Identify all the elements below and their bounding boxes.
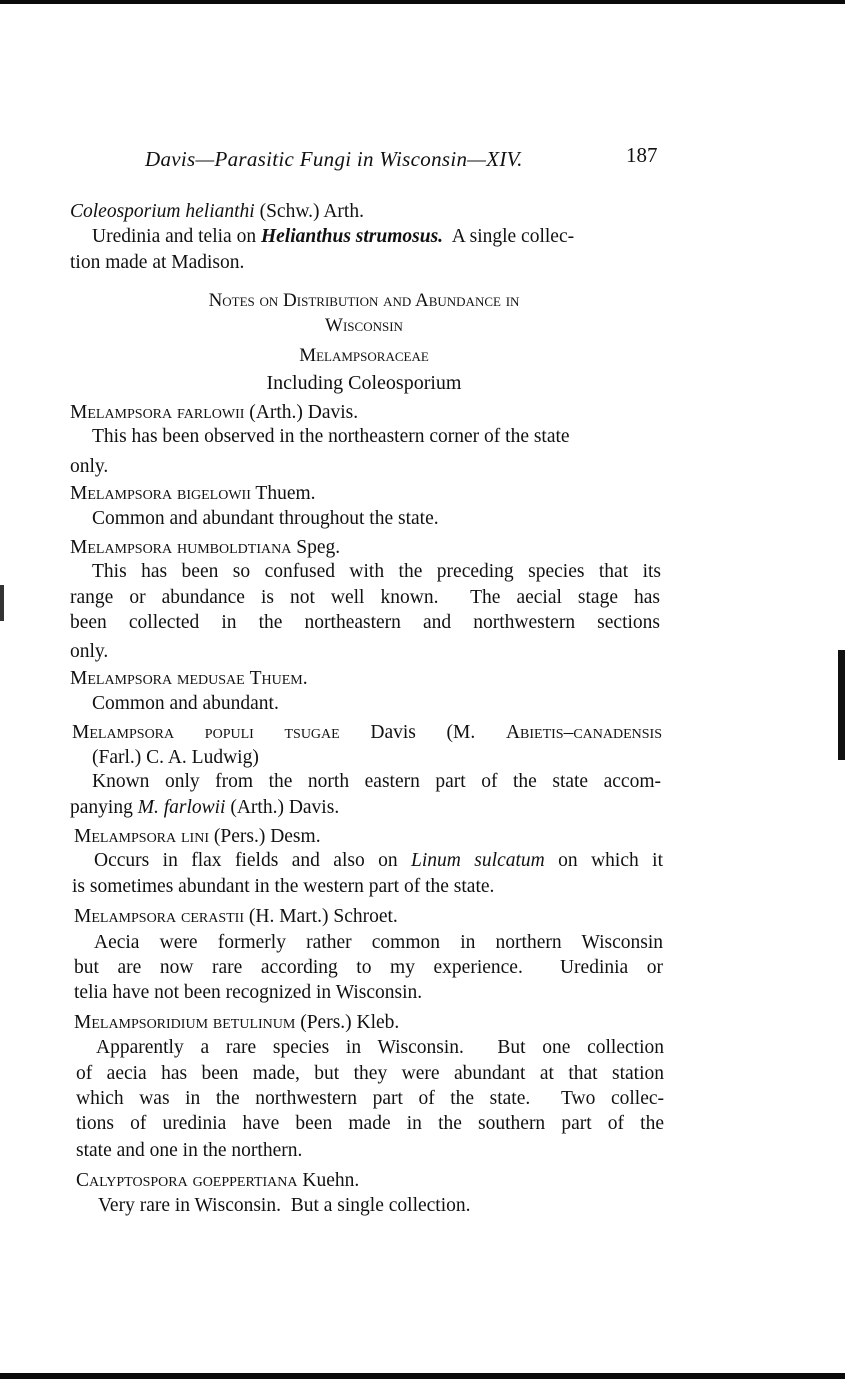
taxon-name: Calyptospora goeppertiana: [76, 1170, 298, 1191]
section-heading: Notes on Distribution and Abundance in: [208, 290, 520, 311]
entry-title: Melampsora cerastii (H. Mart.) Schroet.: [74, 906, 398, 927]
entry-text: Aecia were formerly rather common in northern Wisconsin: [94, 932, 663, 953]
intro-line-2: tion made at Madison.: [70, 252, 245, 273]
taxon-name-italic: M. farlowii: [137, 797, 226, 818]
page-header: [0, 143, 845, 183]
entry-text: (Farl.) C. A. Ludwig): [92, 747, 259, 768]
entry-title: Melampsora lini (Pers.) Desm.: [74, 826, 321, 847]
page-number: 187: [626, 143, 658, 167]
taxon-name: Melampsora farlowii: [70, 402, 245, 423]
entry-title: Melampsora medusae Thuem.: [70, 668, 308, 689]
section-heading-2: Wisconsin: [325, 315, 403, 336]
entry-title: Melampsora bigelowii Thuem.: [70, 483, 316, 504]
entry-text: is sometimes abundant in the western part of the state.: [72, 876, 495, 897]
synonym-name: Abietis–canadensis: [505, 722, 662, 743]
running-head: Davis—Parasitic Fungi in Wisconsin—XIV.: [145, 147, 523, 171]
entry-text: which was in the northwestern part of the state. Two collec-: [76, 1088, 664, 1109]
taxon-name: Melampsora populi tsugae: [72, 722, 340, 743]
species-name: Coleosporium helianthi: [70, 201, 255, 222]
entry-title: Melampsora humboldtiana Speg.: [70, 537, 341, 558]
family-heading: Melampsoraceae: [299, 345, 429, 366]
entry-text: Very rare in Wisconsin. But a single collection.: [98, 1195, 471, 1216]
entry-text: range or abundance is not well known. The aecial stage has: [70, 587, 660, 608]
taxon-name: Melampsoridium betulinum: [74, 1012, 296, 1033]
taxon-name: Melampsora bigelowii: [70, 483, 251, 504]
taxon-name: Melampsora medusae: [70, 668, 245, 689]
entry-text: state and one in the northern.: [76, 1140, 303, 1161]
intro-line-1: Uredinia and telia on Helianthus strumosus. A single collec-: [92, 226, 575, 247]
entry-text: only.: [70, 456, 109, 477]
entry-title: Melampsora populi tsugae Davis (M. Abietis–canadensis: [72, 722, 662, 743]
entry-text: Common and abundant throughout the state.: [92, 508, 439, 529]
entry-text: of aecia has been made, but they were abundant at that station: [76, 1063, 664, 1084]
entry-title: Melampsora farlowii (Arth.) Davis.: [70, 402, 359, 423]
taxon-name: Melampsora humboldtiana: [70, 537, 292, 558]
taxon-name: Melampsora cerastii: [74, 906, 245, 927]
entry-text: Common and abundant.: [92, 693, 279, 714]
entry-title: Calyptospora goeppertiana Kuehn.: [76, 1170, 360, 1191]
entry-text: This has been so confused with the preceding species that its: [92, 561, 661, 582]
subheading: Including Coleosporium: [266, 372, 462, 394]
species-authority: (Schw.) Arth.: [259, 201, 364, 222]
entry-text: This has been observed in the northeastern corner of the state: [92, 426, 570, 447]
entry-text: telia have not been recognized in Wisconsin.: [74, 982, 423, 1003]
entry-text: Apparently a rare species in Wisconsin. But one collection: [96, 1037, 664, 1058]
scan-border-bottom: [0, 1373, 845, 1379]
entry-title: Melampsoridium betulinum (Pers.) Kleb.: [74, 1012, 400, 1033]
entry-text: tions of uredinia have been made in the southern part of the: [76, 1113, 664, 1134]
taxon-name: Melampsora lini: [74, 826, 209, 847]
entry-text: been collected in the northeastern and northwestern sections: [70, 612, 660, 633]
taxon-name-italic: Linum sulcatum: [411, 850, 545, 871]
entry-text: panying M. farlowii (Arth.) Davis.: [70, 797, 340, 818]
host-name: Helianthus strumosus.: [260, 226, 444, 247]
entry-text: but are now rare according to my experience. Uredinia or: [74, 957, 663, 978]
entry-text: only.: [70, 641, 109, 662]
intro-title: [0, 201, 845, 223]
entry-text: Occurs in flax fields and also on Linum sulcatum on which it: [94, 850, 663, 871]
scan-border-top: [0, 0, 845, 4]
entry-text: Known only from the north eastern part of the state accom-: [92, 771, 661, 792]
